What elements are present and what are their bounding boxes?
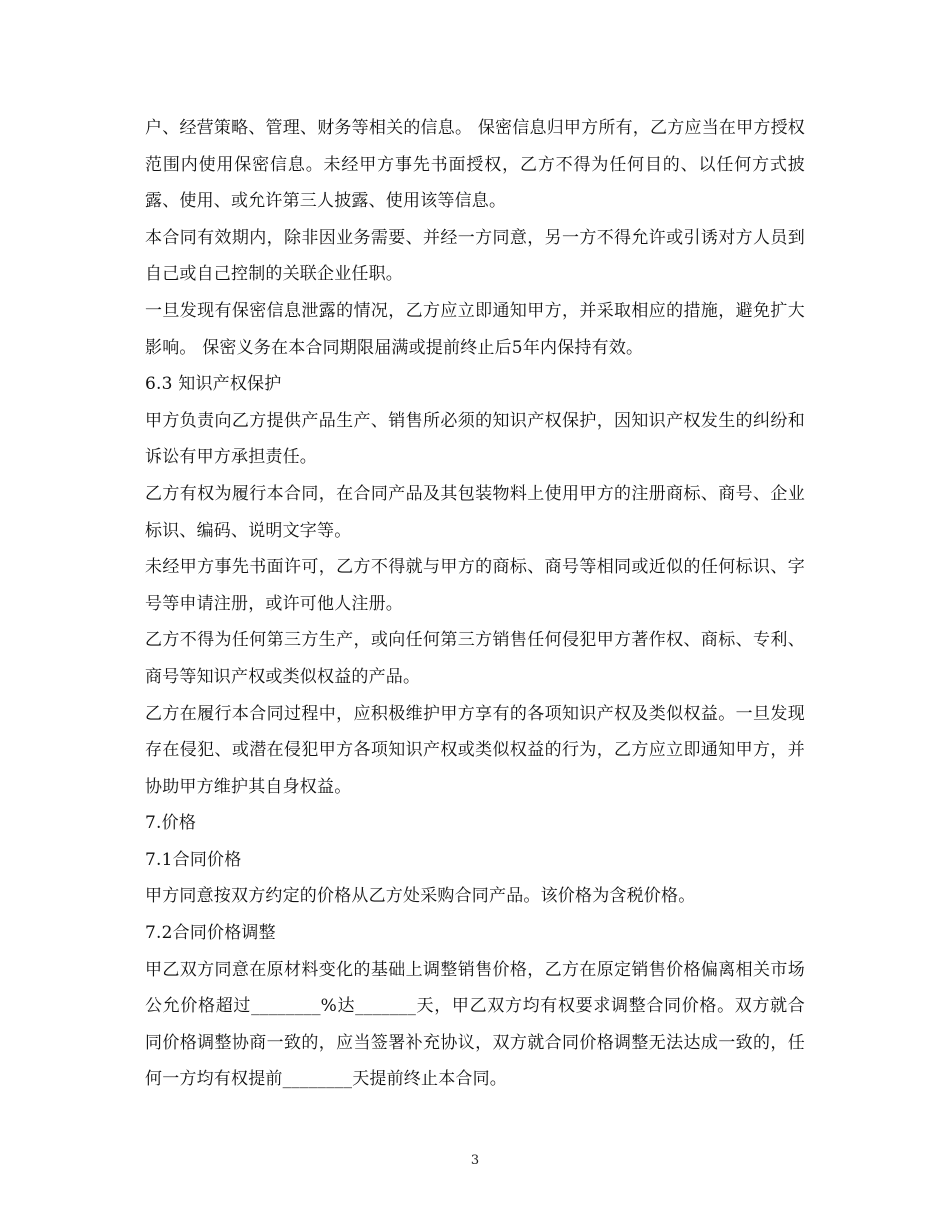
paragraph-no-poaching: 本合同有效期内，除非因业务需要、并经一方同意，另一方不得允许或引诱对方人员到自己或自己控制的关联企业任职。	[145, 227, 805, 285]
paragraph-contract-price: 甲方同意按双方约定的价格从乙方处采购合同产品。该价格为含税价格。	[145, 886, 696, 907]
paragraph-ip-maintenance: 乙方在履行本合同过程中，应积极维护甲方享有的各项知识产权及类似权益。一旦发现存在侵犯、或潜在侵犯甲方各项知识产权或类似权益的行为，乙方应立即通知甲方，并协助甲方维护其自身权益。	[145, 703, 805, 797]
paragraph-leak-notice: 一旦发现有保密信息泄露的情况，乙方应立即通知甲方，并采取相应的措施，避免扩大影响。 保密义务在本合同期限届满或提前终止后5年内保持有效。	[145, 300, 805, 358]
paragraph-price-adjustment: 甲乙双方同意在原材料变化的基础上调整销售价格，乙方在原定销售价格偏离相关市场公允价格超过________%达_______天，甲乙双方均有权要求调整合同价格。双方就合同价格调整协商一致的，应当签署补充协议，双方就合同价格调整无法达成一致的，任何一方均有权提前________天提前终止本合同。	[145, 959, 805, 1090]
paragraph-trademark-use: 乙方有权为履行本合同，在合同产品及其包装物料上使用甲方的注册商标、商号、企业标识、编码、说明文字等。	[145, 483, 805, 541]
section-heading-ip-protection: 6.3 知识产权保护	[145, 374, 282, 395]
paragraph-confidential-info: 户、经营策略、管理、财务等相关的信息。 保密信息归甲方所有，乙方应当在甲方授权范围内使用保密信息。未经甲方事先书面授权，乙方不得为任何目的、以任何方式披露、使用、或允许第三人披露、使用该等信息。	[145, 118, 805, 212]
paragraph-ip-responsibility: 甲方负责向乙方提供产品生产、销售所必须的知识产权保护，因知识产权发生的纠纷和诉讼有甲方承担责任。	[145, 410, 805, 468]
section-heading-price: 7.价格	[145, 813, 197, 834]
section-heading-price-adjustment: 7.2合同价格调整	[145, 923, 276, 944]
document-body	[145, 110, 805, 1098]
page-number: 3	[470, 1153, 480, 1168]
paragraph-third-party-ban: 乙方不得为任何第三方生产，或向任何第三方销售任何侵犯甲方著作权、商标、专利、商号等知识产权或类似权益的产品。	[145, 630, 805, 687]
section-heading-contract-price: 7.1合同价格	[145, 849, 242, 870]
paragraph-registration-ban: 未经甲方事先书面许可，乙方不得就与甲方的商标、商号等相同或近似的任何标识、字号等申请注册，或许可他人注册。	[145, 557, 805, 614]
